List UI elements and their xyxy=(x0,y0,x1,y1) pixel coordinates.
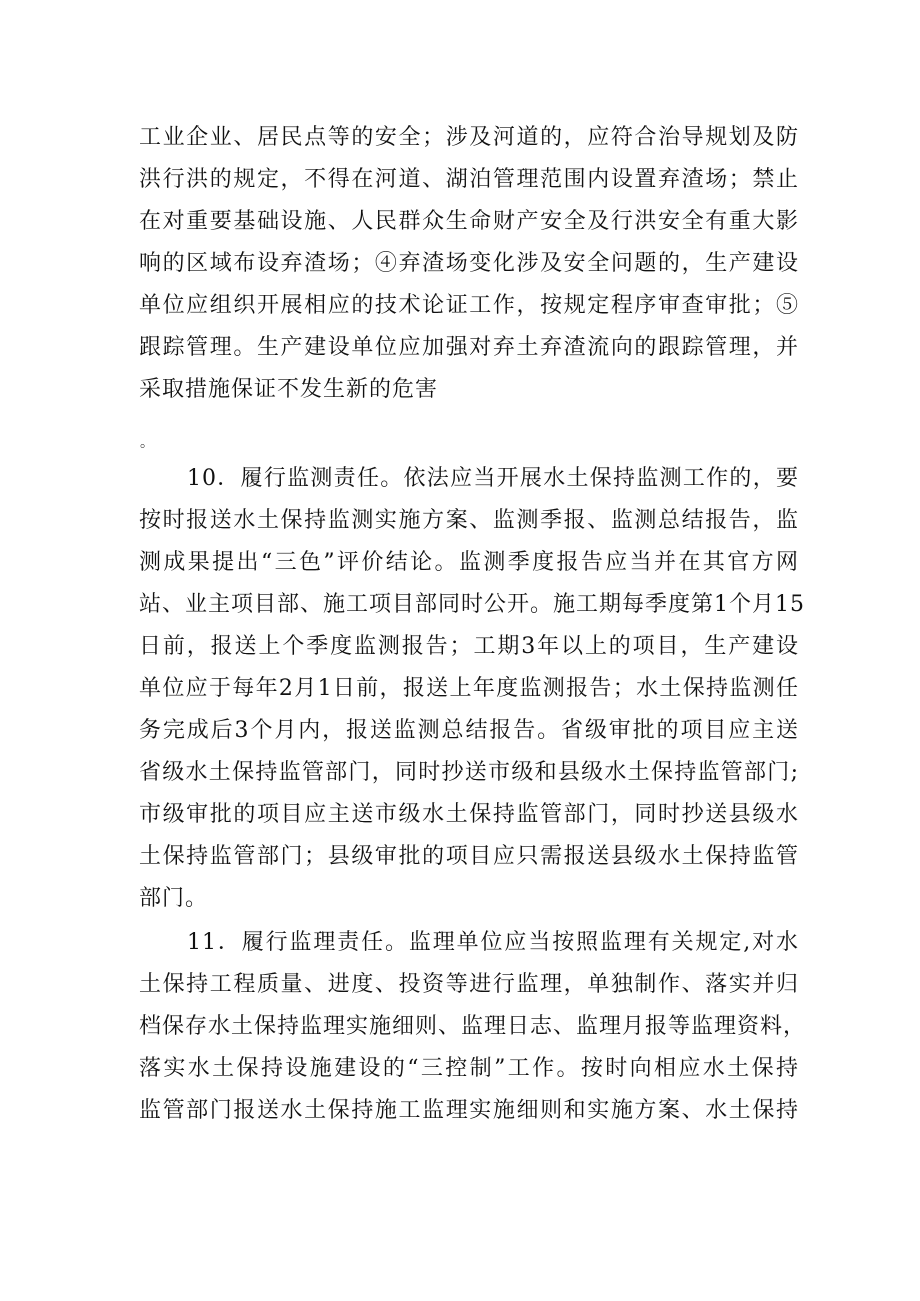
paragraph-line: 测成果提出“三色”评价结论。监测季度报告应当并在其官方网 xyxy=(139,550,799,575)
paragraph-line: 洪行洪的规定，不得在河道、湖泊管理范围内设置弃渣场；禁止 xyxy=(139,167,799,192)
paragraph-heading-line: 10．履行监测责任。依法应当开展水土保持监测工作的，要 xyxy=(187,466,799,491)
paragraph-line: 监管部门报送水土保持施工监理实施细则和实施方案、水土保持 xyxy=(139,1098,799,1123)
paragraph-line: 土保持工程质量、进度、投资等进行监理，单独制作、落实并归 xyxy=(139,972,799,997)
paragraph-line: 档保存水土保持监理实施细则、监理日志、监理月报等监理资料， xyxy=(139,1014,807,1039)
paragraph-line: 土保持监管部门；县级审批的项目应只需报送县级水土保持监管 xyxy=(139,844,799,869)
paragraph-line: 务完成后3个月内，报送监测总结报告。省级审批的项目应主送 xyxy=(139,718,799,743)
stray-period: 。 xyxy=(140,435,154,451)
paragraph-line: 在对重要基础设施、人民群众生命财产安全及行洪安全有重大影 xyxy=(139,209,799,234)
paragraph-line: 部门。 xyxy=(139,886,209,911)
paragraph-line: 站、业主项目部、施工项目部同时公开。施工期每季度第1个月15 xyxy=(139,592,805,617)
paragraph-line: 工业企业、居民点等的安全；涉及河道的，应符合治导规划及防 xyxy=(139,125,799,150)
paragraph-line: 跟踪管理。生产建设单位应加强对弃土弃渣流向的跟踪管理，并 xyxy=(139,335,799,360)
paragraph-line: 单位应组织开展相应的技术论证工作，按规定程序审查审批；⑤ xyxy=(139,293,799,318)
paragraph-line: 单位应于每年2月1日前，报送上年度监测报告；水土保持监测任 xyxy=(139,676,799,701)
paragraph-line: 日前，报送上个季度监测报告；工期3年以上的项目，生产建设 xyxy=(139,634,799,659)
paragraph-line: 按时报送水土保持监测实施方案、监测季报、监测总结报告，监 xyxy=(139,508,799,533)
paragraph-line: 响的区域布设弃渣场；④弃渣场变化涉及安全问题的，生产建设 xyxy=(139,251,799,276)
paragraph-heading-line: 11．履行监理责任。监理单位应当按照监理有关规定,对水 xyxy=(187,930,799,955)
paragraph-line: 落实水土保持设施建设的“三控制”工作。按时向相应水土保持 xyxy=(139,1056,799,1081)
paragraph-line: 省级水土保持监管部门，同时抄送市级和县级水土保持监管部门; xyxy=(139,760,799,785)
paragraph-line: 采取措施保证不发生新的危害 xyxy=(139,377,439,402)
paragraph-line: 市级审批的项目应主送市级水土保持监管部门，同时抄送县级水 xyxy=(139,802,799,827)
